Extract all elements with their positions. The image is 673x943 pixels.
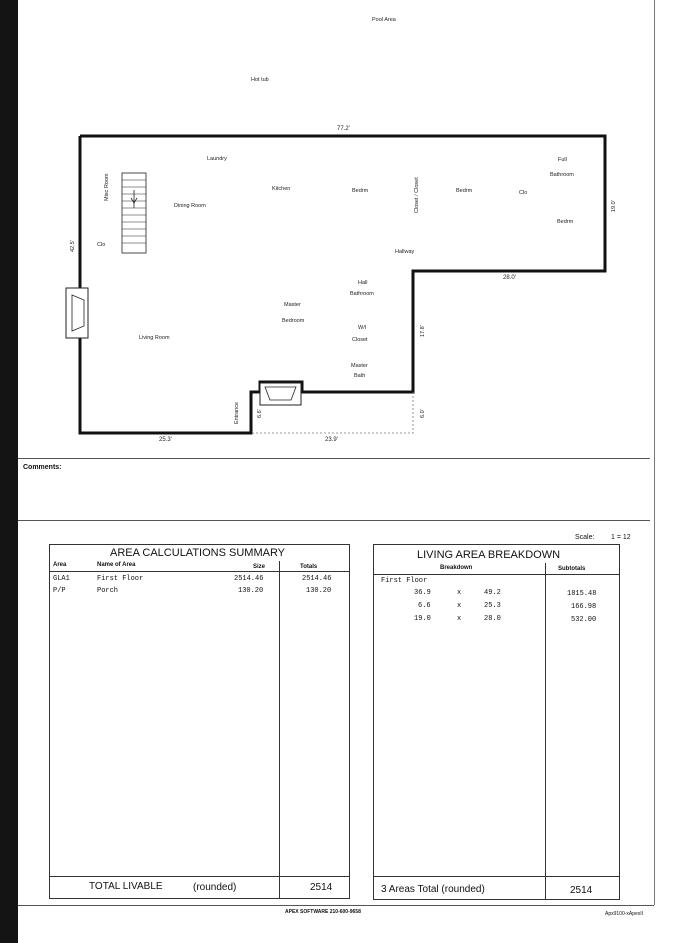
breakdown-footer-label: 3 Areas Total (rounded) bbox=[381, 884, 485, 895]
pool-area-label: Pool Area bbox=[372, 17, 396, 23]
breakdown-col-subtotals: Subtotals bbox=[558, 566, 586, 572]
porch-fireplace-symbol bbox=[260, 383, 301, 405]
room-laundry: Laundry bbox=[207, 156, 227, 162]
room-closet-closet: Closet / Closet bbox=[414, 177, 420, 213]
total-livable-label: TOTAL LIVABLE bbox=[89, 881, 163, 892]
breakdown-footer-value: 2514 bbox=[570, 885, 593, 896]
area-summary-title: AREA CALCULATIONS SUMMARY bbox=[110, 547, 286, 559]
breakdown-x: x bbox=[457, 615, 462, 623]
area-row-total: 130.20 bbox=[306, 587, 332, 595]
area-row-total: 2514.46 bbox=[302, 575, 332, 583]
area-row-size: 130.20 bbox=[238, 587, 264, 595]
breakdown-col-divider bbox=[545, 563, 546, 899]
breakdown-sub: 532.00 bbox=[571, 616, 597, 624]
room-misc-room: Misc Room bbox=[104, 173, 110, 201]
scale-value: 1 = 12 bbox=[611, 534, 631, 541]
area-col-area: Area bbox=[53, 562, 67, 568]
breakdown-header-rule bbox=[373, 574, 620, 575]
area-col-size: Size bbox=[253, 564, 266, 570]
area-row-code: GLA1 bbox=[53, 575, 70, 583]
room-dining-room: Dining Room bbox=[174, 203, 206, 209]
breakdown-sub: 166.98 bbox=[571, 603, 597, 611]
area-header-rule bbox=[49, 571, 350, 572]
breakdown-footer-rule bbox=[373, 876, 620, 877]
room-bathroom-2: Bathroom bbox=[350, 291, 374, 297]
stairs-symbol bbox=[122, 173, 146, 253]
dim-porch-h: 6.6' bbox=[257, 409, 263, 418]
total-livable-rounded: (rounded) bbox=[193, 882, 237, 893]
comments-top-rule bbox=[18, 458, 650, 459]
dim-bottom-left: 25.3' bbox=[159, 437, 172, 443]
breakdown-title: LIVING AREA BREAKDOWN bbox=[417, 549, 561, 561]
room-full: Full bbox=[558, 157, 567, 163]
area-footer-rule bbox=[49, 876, 350, 877]
room-hallway: Hallway bbox=[395, 249, 415, 255]
room-bedrm-1: Bedrm bbox=[352, 188, 369, 194]
dim-bottom-mid: 23.9' bbox=[325, 437, 338, 443]
breakdown-b: 49.2 bbox=[484, 589, 501, 597]
comments-label: Comments: bbox=[23, 464, 62, 471]
area-col-name: Name of Area bbox=[97, 562, 136, 568]
fireplace-symbol bbox=[66, 288, 88, 338]
area-row-size: 2514.46 bbox=[234, 575, 264, 583]
room-clo-2: Clo bbox=[97, 242, 106, 248]
room-master-1: Master bbox=[284, 302, 301, 308]
dim-left: 42.5' bbox=[70, 240, 76, 252]
breakdown-x: x bbox=[457, 589, 462, 597]
footer-rule bbox=[18, 905, 654, 906]
dim-right-mid: 17.8' bbox=[420, 325, 426, 337]
dim-right-top: 19.0' bbox=[611, 200, 617, 212]
area-col-totals: Totals bbox=[300, 564, 318, 570]
room-clo-1: Clo bbox=[519, 190, 528, 196]
breakdown-a: 36.9 bbox=[414, 589, 431, 597]
exterior-wall bbox=[80, 136, 605, 433]
area-row-code: P/P bbox=[53, 587, 66, 595]
floor-plan-outline bbox=[0, 0, 673, 460]
room-master-2: Master bbox=[351, 363, 368, 369]
comments-bottom-rule bbox=[18, 520, 650, 521]
area-col-divider bbox=[279, 561, 280, 898]
breakdown-section: First Floor bbox=[381, 577, 428, 585]
breakdown-b: 28.0 bbox=[484, 615, 501, 623]
breakdown-sub: 1815.48 bbox=[567, 590, 597, 598]
breakdown-a: 19.0 bbox=[414, 615, 431, 623]
area-row-name: First Floor bbox=[97, 575, 144, 583]
room-hall: Hall bbox=[358, 280, 368, 286]
dim-porch-r: 6.0' bbox=[420, 409, 426, 418]
room-closet: Closet bbox=[352, 337, 368, 343]
breakdown-b: 25.3 bbox=[484, 602, 501, 610]
dim-top: 77.2' bbox=[337, 126, 350, 132]
dim-mid: 28.0' bbox=[503, 275, 516, 281]
scale-label: Scale: bbox=[575, 534, 595, 541]
area-summary-box bbox=[49, 544, 350, 899]
area-row-name: Porch bbox=[97, 587, 119, 595]
room-wi: W/I bbox=[358, 325, 367, 331]
hot-tub-label: Hot tub bbox=[251, 77, 269, 83]
room-entrance: Entrance bbox=[234, 401, 240, 424]
breakdown-a: 6.6 bbox=[418, 602, 431, 610]
room-kitchen: Kitchen bbox=[272, 186, 291, 192]
breakdown-x: x bbox=[457, 602, 462, 610]
footer-file: Apx9100-xApexII bbox=[605, 911, 644, 917]
breakdown-col-breakdown: Breakdown bbox=[440, 565, 473, 571]
total-livable-value: 2514 bbox=[310, 882, 333, 893]
room-bedrm-2: Bedrm bbox=[456, 188, 473, 194]
room-bedroom-1: Bedroom bbox=[282, 318, 305, 324]
room-bath: Bath bbox=[354, 373, 366, 379]
room-living-room: Living Room bbox=[139, 335, 170, 341]
room-bedrm-3: Bedrm bbox=[557, 219, 574, 225]
room-bathroom-1: Bathroom bbox=[550, 172, 574, 178]
footer-software: APEX SOFTWARE 210-600-9658 bbox=[285, 909, 361, 915]
